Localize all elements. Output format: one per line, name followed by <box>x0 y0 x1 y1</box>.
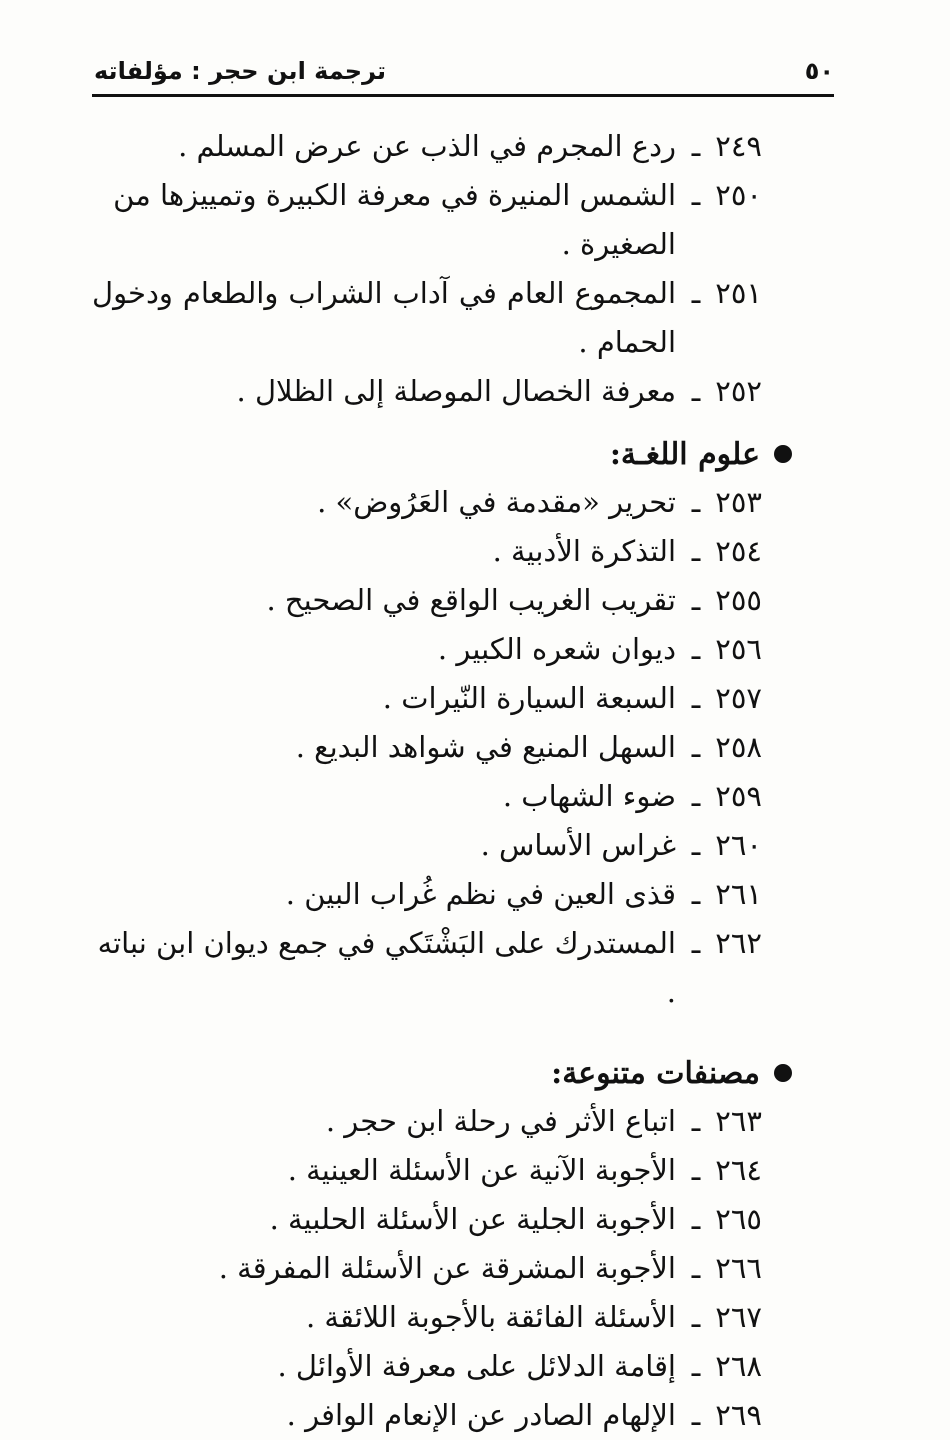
book-list <box>92 122 762 1440</box>
entry-title: ديوان شعره الكبير . <box>437 632 676 666</box>
entry-dash: ـ <box>691 129 701 163</box>
entry-number: ٢٦٠ <box>715 828 762 862</box>
list-item <box>92 1195 762 1244</box>
entry-number: ٢٥٢ <box>715 374 762 408</box>
entry-dash: ـ <box>691 1398 701 1432</box>
list-item <box>92 821 762 870</box>
bullet-icon <box>774 1064 792 1082</box>
entry-title: إقامة الدلائل على معرفة الأوائل . <box>277 1349 676 1383</box>
entry-dash: ـ <box>691 1202 701 1236</box>
header-rule <box>92 94 834 97</box>
entry-number: ٢٦١ <box>715 877 762 911</box>
list-item <box>92 870 762 919</box>
entry-dash: ـ <box>691 374 701 408</box>
entry-number: ٢٥٤ <box>715 534 762 568</box>
list-item <box>92 1097 762 1146</box>
entry-dash: ـ <box>691 485 701 519</box>
list-item <box>92 674 762 723</box>
entry-number: ٢٥١ <box>715 276 762 310</box>
list-item <box>92 1146 762 1195</box>
entry-number: ٢٦٥ <box>715 1202 762 1236</box>
entry-number: ٢٤٩ <box>715 129 762 163</box>
running-title: ترجمة ابن حجر : مؤلفاته <box>94 57 387 85</box>
list-item <box>92 1244 762 1293</box>
entry-title: المجموع العام في آداب الشراب والطعام ودخول الحمام . <box>92 276 676 359</box>
entry-number: ٢٥٩ <box>715 779 762 813</box>
entry-dash: ـ <box>691 779 701 813</box>
list-item <box>92 122 762 171</box>
entry-title: معرفة الخصال الموصلة إلى الظلال . <box>236 374 676 408</box>
entry-title: الأسئلة الفائقة بالأجوبة اللائقة . <box>305 1300 676 1334</box>
entry-title: تحرير «مقدمة في العَرُوض» . <box>317 485 676 519</box>
entry-number: ٢٦٦ <box>715 1251 762 1285</box>
list-item <box>92 171 762 269</box>
entry-dash: ـ <box>691 681 701 715</box>
entry-title: المستدرك على البَشْتَكي في جمع ديوان ابن نباته . <box>97 926 676 1009</box>
page-header <box>94 48 834 94</box>
entry-dash: ـ <box>691 1251 701 1285</box>
entry-title: قذى العين في نظم غُراب البين . <box>285 877 676 911</box>
section-heading-language <box>92 430 792 478</box>
entry-title: الأجوبة الجلية عن الأسئلة الحلبية . <box>269 1202 676 1236</box>
entry-number: ٢٦٨ <box>715 1349 762 1383</box>
entry-dash: ـ <box>691 534 701 568</box>
entry-dash: ـ <box>691 828 701 862</box>
entry-number: ٢٥٦ <box>715 632 762 666</box>
entry-number: ٢٥٧ <box>715 681 762 715</box>
entry-number: ٢٥٨ <box>715 730 762 764</box>
section-heading-text: مصنفات متنوعة: <box>551 1055 760 1091</box>
entry-dash: ـ <box>691 1153 701 1187</box>
entry-title: اتباع الأثر في رحلة ابن حجر . <box>325 1104 676 1138</box>
section-heading-misc <box>92 1049 792 1097</box>
entry-title: الأجوبة الآنية عن الأسئلة العينية . <box>287 1153 676 1187</box>
entry-number: ٢٦٤ <box>715 1153 762 1187</box>
entry-title: غراس الأساس . <box>480 828 676 862</box>
entry-dash: ـ <box>691 926 701 960</box>
list-item <box>92 1391 762 1440</box>
entry-title: التذكرة الأدبية . <box>492 534 676 568</box>
bullet-icon <box>774 445 792 463</box>
entry-number: ٢٦٩ <box>715 1398 762 1432</box>
entry-dash: ـ <box>691 276 701 310</box>
entry-dash: ـ <box>691 583 701 617</box>
list-item <box>92 269 762 367</box>
list-item <box>92 1342 762 1391</box>
entry-title: تقريب الغريب الواقع في الصحيح . <box>266 583 676 617</box>
list-item <box>92 919 762 1017</box>
list-item <box>92 367 762 416</box>
entry-dash: ـ <box>691 877 701 911</box>
entry-number: ٢٦٢ <box>715 926 762 960</box>
entry-title: الأجوبة المشرقة عن الأسئلة المفرقة . <box>218 1251 676 1285</box>
entry-number: ٢٦٧ <box>715 1300 762 1334</box>
entry-title: الإلهام الصادر عن الإنعام الوافر . <box>286 1398 676 1432</box>
list-item <box>92 723 762 772</box>
entry-number: ٢٥٥ <box>715 583 762 617</box>
entry-dash: ـ <box>691 730 701 764</box>
list-item <box>92 576 762 625</box>
entry-dash: ـ <box>691 178 701 212</box>
list-item <box>92 478 762 527</box>
entry-dash: ـ <box>691 1300 701 1334</box>
page-number: ٥٠ <box>804 57 834 85</box>
list-item <box>92 625 762 674</box>
list-item <box>92 1293 762 1342</box>
section-heading-text: علوم اللغـة: <box>609 436 760 472</box>
entry-title: ردع المجرم في الذب عن عرض المسلم . <box>178 129 676 163</box>
list-item <box>92 527 762 576</box>
entry-number: ٢٥٣ <box>715 485 762 519</box>
entry-dash: ـ <box>691 1104 701 1138</box>
entry-title: السهل المنيع في شواهد البديع . <box>295 730 676 764</box>
entry-dash: ـ <box>691 632 701 666</box>
entry-dash: ـ <box>691 1349 701 1383</box>
list-item <box>92 772 762 821</box>
entry-number: ٢٦٣ <box>715 1104 762 1138</box>
entry-title: الشمس المنيرة في معرفة الكبيرة وتمييزها من الصغيرة . <box>113 178 676 261</box>
entry-title: ضوء الشهاب . <box>502 779 676 813</box>
entry-number: ٢٥٠ <box>715 178 762 212</box>
entry-title: السبعة السيارة النّيرات . <box>382 681 676 715</box>
